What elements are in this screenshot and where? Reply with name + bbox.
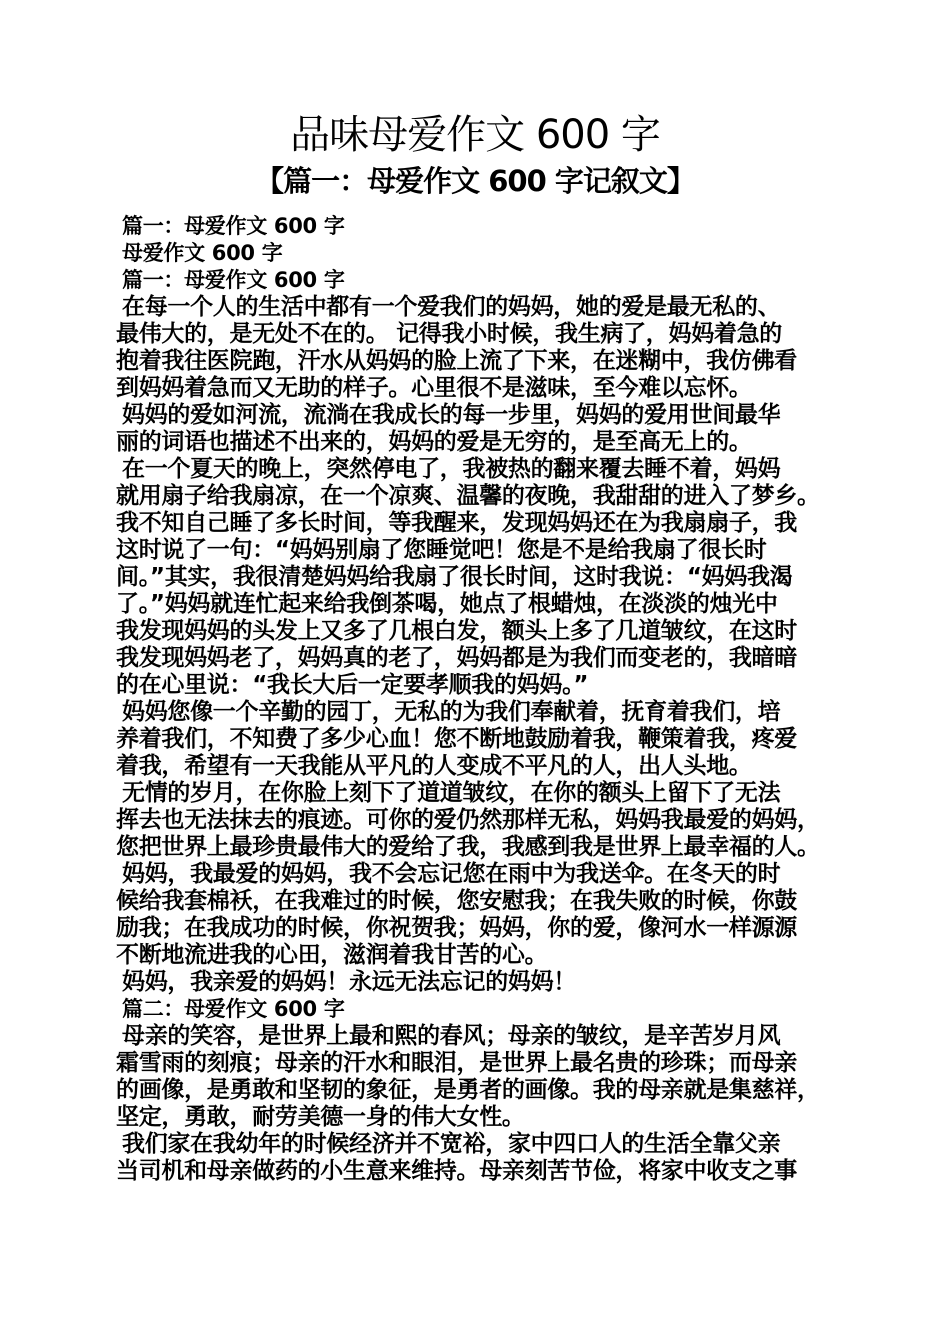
document-subtitle: 【篇一：母爱作文 600 字记叙文】: [255, 164, 695, 198]
paragraph-line: 励我；在我成功的时候，你祝贺我；妈妈，你的爱，像河水一样源源: [116, 915, 798, 941]
paragraph-line: 抱着我往医院跑，汗水从妈妈的脸上流了下来，在迷糊中，我仿佛看: [116, 348, 798, 374]
document-body: [116, 213, 850, 1185]
section-heading: 篇一：母爱作文 600 字: [122, 214, 345, 238]
paragraph-line: 在每一个人的生活中都有一个爱我们的妈妈，她的爱是最无私的、: [122, 294, 781, 320]
paragraph-line: 我们家在我幼年的时候经济并不宽裕，家中四口人的生活全靠父亲: [122, 1131, 781, 1157]
paragraph-line: 我不知自己睡了多长时间，等我醒来，发现妈妈还在为我扇扇子，我: [116, 510, 798, 536]
paragraph-line: 霜雪雨的刻痕；母亲的汗水和眼泪，是世界上最名贵的珍珠；而母亲: [116, 1050, 798, 1076]
paragraph-line: 我发现妈妈的头发上又多了几根白发，额头上多了几道皱纹，在这时: [116, 618, 798, 644]
paragraph-line: 我发现妈妈老了，妈妈真的老了，妈妈都是为我们而变老的，我暗暗: [116, 645, 798, 671]
paragraph-line: 着我，希望有一天我能从平凡的人变成不平凡的人，出人头地。: [116, 753, 752, 779]
paragraph-line: 在一个夏天的晚上，突然停电了，我被热的翻来覆去睡不着，妈妈: [122, 456, 781, 482]
paragraph-line: 挥去也无法抹去的痕迹。可你的爱仍然那样无私，妈妈我最爱的妈妈，: [116, 807, 820, 833]
paragraph-line: 母亲的笑容，是世界上最和熙的春风；母亲的皱纹，是辛苦岁月风: [122, 1023, 781, 1049]
paragraph-line: 当司机和母亲做药的小生意来维持。母亲刻苦节俭，将家中收支之事: [116, 1158, 798, 1184]
paragraph-line: 妈妈的爱如河流，流淌在我成长的每一步里，妈妈的爱用世间最华: [122, 402, 781, 428]
paragraph-line: 就用扇子给我扇凉，在一个凉爽、温馨的夜晚，我甜甜的进入了梦乡。: [116, 483, 820, 509]
paragraph-line: 了。”妈妈就连忙起来给我倒茶喝，她点了根蜡烛，在淡淡的烛光中: [116, 591, 778, 617]
paragraph-line: 到妈妈着急而又无助的样子。心里很不是滋味，至今难以忘怀。: [116, 375, 752, 401]
paragraph-line: 无情的岁月，在你脸上刻下了道道皱纹，在你的额头上留下了无法: [122, 780, 781, 806]
paragraph-line: 这时说了一句：“妈妈别扇了您睡觉吧！您是不是给我扇了很长时: [116, 537, 767, 563]
paragraph-line: 候给我套棉袄，在我难过的时候，您安慰我；在我失败的时候，你鼓: [116, 888, 798, 914]
section-heading: 篇一：母爱作文 600 字: [122, 268, 345, 292]
section-heading: 母爱作文 600 字: [122, 241, 283, 265]
paragraph-line: 的画像，是勇敢和坚韧的象征，是勇者的画像。我的母亲就是集慈祥，: [116, 1077, 820, 1103]
paragraph-line: 妈妈，我亲爱的妈妈！永远无法忘记的妈妈！: [122, 969, 577, 995]
paragraph-line: 丽的词语也描述不出来的，妈妈的爱是无穷的，是至高无上的。: [116, 429, 752, 455]
paragraph-line: 最伟大的，是无处不在的。 记得我小时候，我生病了，妈妈着急的: [116, 321, 783, 347]
paragraph-line: 的在心里说：“我长大后一定要孝顺我的妈妈。”: [116, 672, 589, 698]
section-heading: 篇二：母爱作文 600 字: [122, 997, 345, 1021]
paragraph-line: 您把世界上最珍贵最伟大的爱给了我，我感到我是世界上最幸福的人。: [116, 834, 820, 860]
paragraph-line: 间。”其实，我很清楚妈妈给我扇了很长时间，这时我说：“妈妈我渴: [116, 564, 793, 590]
paragraph-line: 养着我们，不知费了多少心血！您不断地鼓励着我，鞭策着我，疼爱: [116, 726, 798, 752]
paragraph-line: 坚定，勇敢，耐劳美德一身的伟大女性。: [116, 1104, 525, 1130]
paragraph-line: 不断地流进我的心田，滋润着我甘苦的心。: [116, 942, 548, 968]
paragraph-line: 妈妈，我最爱的妈妈，我不会忘记您在雨中为我送伞。在冬天的时: [122, 861, 781, 887]
document-title: 品味母爱作文 600 字: [290, 112, 660, 158]
paragraph-line: 妈妈您像一个辛勤的园丁，无私的为我们奉献着，抚育着我们，培: [122, 699, 781, 725]
